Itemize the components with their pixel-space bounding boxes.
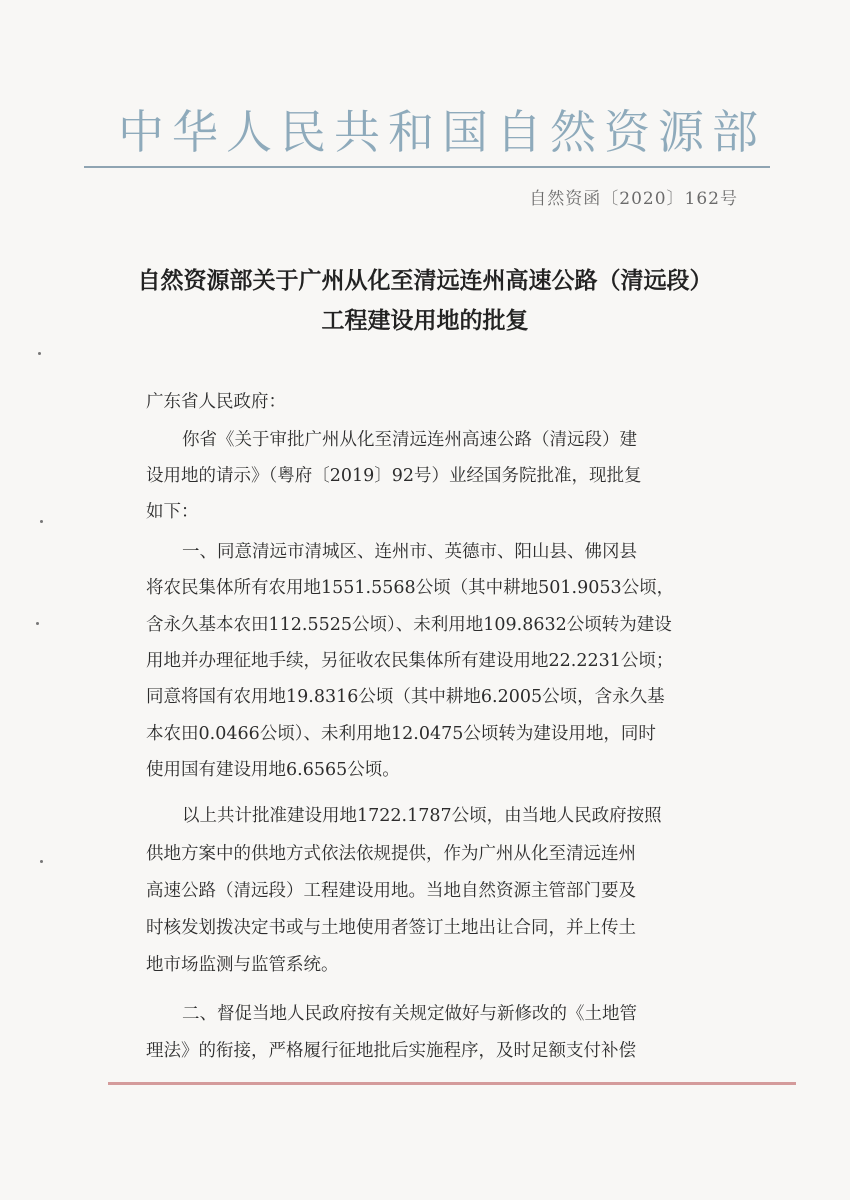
body-line: 地市场监测与监管系统。	[146, 955, 339, 975]
document-number: 自然资函〔2020〕162号	[529, 189, 738, 209]
body-line: 如下：	[146, 502, 199, 522]
body-line: 一、同意清远市清城区、连州市、英德市、阳山县、佛冈县	[182, 542, 637, 562]
body-line: 含永久基本农田112.5525公顷）、未利用地109.8632公顷转为建设	[146, 615, 672, 635]
scan-speck	[40, 520, 43, 523]
letterhead: 中华人民共和国自然资源部	[118, 105, 766, 159]
body-line: 设用地的请示》（粤府〔2019〕92号）业经国务院批准，现批复	[146, 466, 642, 486]
body-line: 你省《关于审批广州从化至清远连州高速公路（清远段）建	[182, 430, 637, 450]
scan-speck	[40, 860, 43, 863]
body-line: 时核发划拨决定书或与土地使用者签订土地出让合同，并上传土	[146, 918, 636, 938]
body-line: 理法》的衔接，严格履行征地批后实施程序，及时足额支付补偿	[146, 1041, 636, 1061]
title-line-1: 自然资源部关于广州从化至清远连州高速公路（清远段）	[137, 268, 713, 294]
body-line: 将农民集体所有农用地1551.5568公顷（其中耕地501.9053公顷，	[146, 578, 675, 598]
scan-speck	[36, 622, 39, 625]
body-line: 用地并办理征地手续，另征收农民集体所有建设用地22.2231公顷；	[146, 651, 674, 671]
letterhead-divider	[84, 166, 770, 168]
footer-divider	[108, 1082, 796, 1085]
body-line: 同意将国有农用地19.8316公顷（其中耕地6.2005公顷，含永久基	[146, 687, 665, 707]
body-line: 二、督促当地人民政府按有关规定做好与新修改的《土地管	[182, 1004, 637, 1024]
body-line: 高速公路（清远段）工程建设用地。当地自然资源主管部门要及	[146, 881, 636, 901]
salutation: 广东省人民政府：	[146, 392, 286, 412]
scan-speck	[38, 352, 41, 355]
body-line: 供地方案中的供地方式依法依规提供，作为广州从化至清远连州	[146, 844, 636, 864]
body-line: 使用国有建设用地6.6565公顷。	[146, 760, 400, 780]
body-line: 以上共计批准建设用地1722.1787公顷，由当地人民政府按照	[182, 806, 662, 826]
title-line-2: 工程建设用地的批复	[321, 308, 529, 334]
body-line: 本农田0.0466公顷）、未利用地12.0475公顷转为建设用地，同时	[146, 724, 656, 744]
